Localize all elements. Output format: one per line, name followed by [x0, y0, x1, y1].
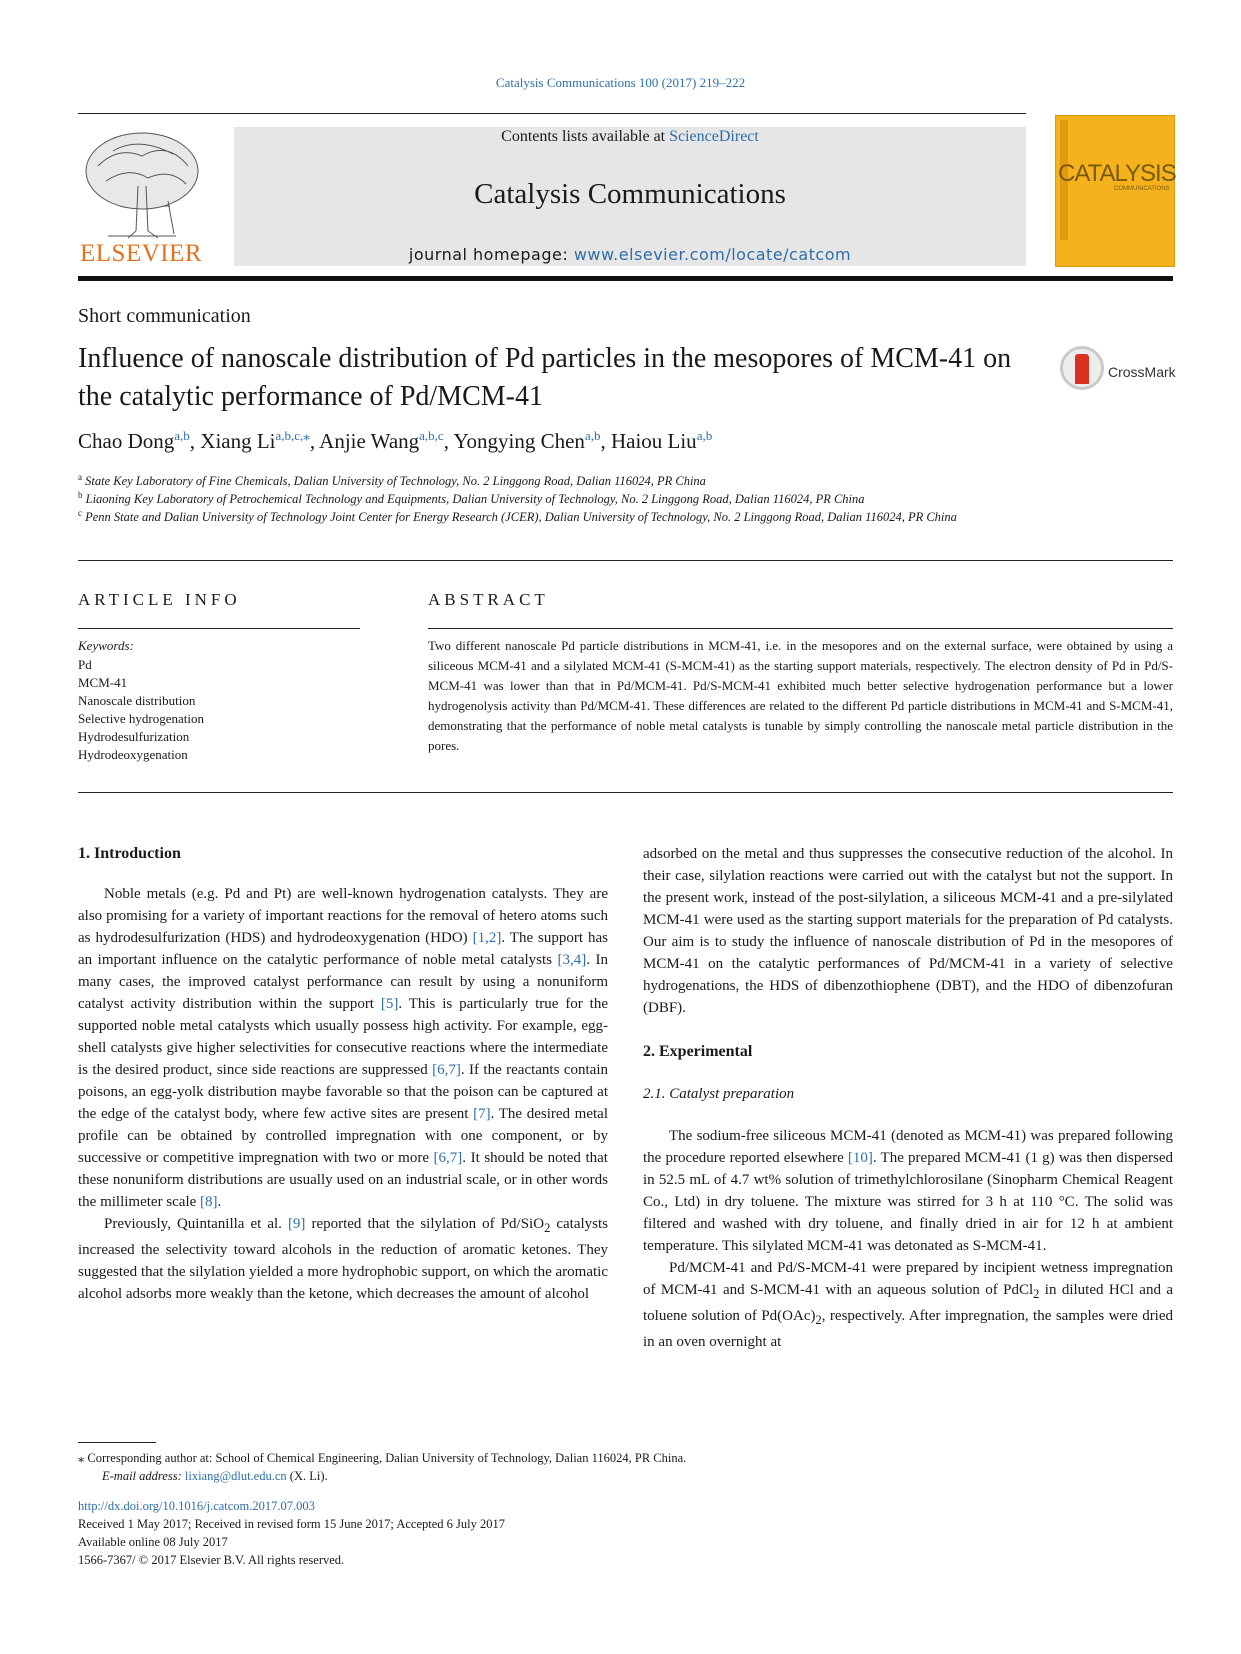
intro-paragraph-1: Noble metals (e.g. Pd and Pt) are well-known hydrogenation catalysts. They are also promising for a variety of important reactions for the removal of hetero atoms such as hydrodesulfurization (HDS) and hydrodeoxygenation (HDO) [1,2]. The support has an important influence on the catalytic performance of noble metal catalysts [3,4]. In many cases, the improved catalyst performance can result by using a nonuniform catalyst activity distribution within the support [5]. This is particularly true for the supported noble metal catalysts which usually possess high activity. For example, egg-shell catalysts give higher selectivities for consecutive reactions where the intermediate is the desired product, since side reactions are suppressed [6,7]. If the reactants contain poisons, an egg-yolk distribution maybe favorable so that the poison can be captured at the edge of the catalyst body, where few active sites are present [7]. The desired metal profile can be obtained by controlled impregnation with one component, or by successive or competitive impregnation with two or more [6,7]. It should be noted that these nonuniform distributions are usually used on an industrial scale, or in other words the millimeter scale [8]. [78, 886, 608, 1210]
email-suffix: (X. Li). [289, 1469, 328, 1483]
keyword-item: Hydrodesulfurization [78, 729, 190, 744]
affiliation-a: $^a$ State Key Laboratory of Fine Chemicals, Dalian University of Technology, No. 2 Linggong Road, Dalian 116024, PR China [78, 472, 706, 489]
available-online: Available online 08 July 2017 [78, 1535, 228, 1549]
homepage-line [234, 245, 1026, 264]
crossmark-label[interactable]: CrossMark [1108, 364, 1176, 380]
affiliation-rule [78, 560, 1173, 561]
author-affil-marks[interactable]: a,b,c,⁎ [275, 428, 310, 443]
journal-reference[interactable]: Catalysis Communications 100 (2017) 219–222 [495, 75, 746, 90]
author-affil-marks[interactable]: a,b [696, 428, 713, 443]
author-name: Haiou Liu [610, 429, 697, 453]
citation-link[interactable]: [10] [847, 1150, 873, 1166]
article-type: Short communication [78, 305, 251, 327]
body-left-column [78, 843, 608, 1305]
sciencedirect-link[interactable]: ScienceDirect [669, 128, 759, 145]
email-link[interactable]: lixiang@dlut.edu.cn [184, 1469, 287, 1483]
body-right-column [643, 843, 1173, 1353]
citation-link[interactable]: [6,7] [432, 1062, 461, 1078]
citation-link[interactable]: [9] [287, 1216, 306, 1232]
keyword-item: Selective hydrogenation [78, 711, 204, 726]
corresponding-author-note: ⁎ Corresponding author at: School of Chemical Engineering, Dalian University of Technology, Dalian 116024, PR China. [78, 1451, 687, 1465]
doi-link[interactable]: http://dx.doi.org/10.1016/j.catcom.2017.07.003 [78, 1499, 315, 1513]
author-list: Chao Dong$^{a,b}$, Xiang $Li^{a,b,c,⁎}$, Anjie Wang$^{a,b,c}$, Yongying Chen$^{a,b}$, Haiou Liu$^{a,b}$ [78, 428, 713, 453]
homepage-link[interactable]: www.elsevier.com/locate/catcom [573, 245, 852, 264]
article-info-heading: ARTICLE INFO [78, 590, 241, 609]
prep-paragraph-2: Pd/MCM-41 and Pd/S-MCM-41 were prepared by incipient wetness impregnation of MCM-41 and S-MCM-41 with an aqueous solution of PdCl$_2$ in diluted HCl and a toluene solution of $Pd(OAc)_2$, respectively. After impregnation, the samples were dried in an oven overnight at [643, 1260, 1174, 1350]
publisher-logo-text: ELSEVIER [80, 240, 203, 267]
journal-name: Catalysis Communications [474, 178, 786, 210]
cover-title: CATALYSIS [1058, 160, 1176, 187]
affiliation-c: $^c$ Penn State and Dalian University of Technology Joint Center for Energy Research (JCER), Dalian University of Technology, No. 2 Linggong Road, Dalian 116024, PR China [78, 508, 957, 525]
abstract-rule [428, 628, 1173, 629]
crossmark-bookmark-icon [1075, 354, 1089, 384]
keyword-item: Nanoscale distribution [78, 693, 196, 708]
header-thick-rule [78, 276, 1173, 281]
author-affil-marks[interactable]: a,b [174, 428, 190, 443]
abstract-end-rule [78, 792, 1173, 793]
subsection-heading-catalyst-preparation: 2.1. Catalyst preparation [643, 1086, 795, 1102]
author-name: Xiang Li [200, 429, 276, 453]
section-heading-experimental: 2. Experimental [643, 1043, 753, 1060]
citation-link[interactable]: [8] [200, 1194, 218, 1210]
keyword-list [78, 656, 204, 764]
author-name: Yongying Chen [453, 429, 585, 453]
affiliation-b: $^b$ Liaoning Key Laboratory of Petrochemical Technology and Equipments, Dalian University of Technology, No. 2 Linggong Road, Dalian 116024, PR China [78, 490, 865, 507]
intro-paragraph-3: adsorbed on the metal and thus suppresses the consecutive reduction of the alcohol. In their case, silylation reactions were carried out with the catalyst but not the support. In the present work, instead of the post-silylation, a siliceous MCM-41 and a pre-silylated MCM-41 were used as the starting support materials for the preparation of Pd catalysts. Our aim is to study the influence of nanoscale distribution of Pd in the mesopores of MCM-41 on the catalytic performances of Pd/MCM-41 in a variety of selective hydrogenations, the HDS of dibenzothiophene (DBT), and the HDO of dibenzofuran (DBF). [643, 846, 1173, 1016]
received-dates: Received 1 May 2017; Received in revised form 15 June 2017; Accepted 6 July 2017 [78, 1517, 505, 1531]
copyright-line: 1566-7367/ © 2017 Elsevier B.V. All rights reserved. [78, 1553, 345, 1567]
citation-link[interactable]: [7] [473, 1106, 491, 1122]
citation-link[interactable]: [1,2] [472, 930, 502, 946]
keywords-label: Keywords: [78, 638, 134, 653]
author-name: Anjie Wang [319, 429, 420, 453]
author-affil-marks[interactable]: a,b [584, 428, 601, 443]
contents-line [234, 128, 1026, 146]
author-affil-marks[interactable]: a,b,c [419, 428, 444, 443]
email-label: E-mail address: [102, 1469, 182, 1483]
keyword-item: Pd [78, 657, 92, 672]
cover-subtitle: COMMUNICATIONS [1114, 186, 1170, 192]
intro-paragraph-2: Previously, Quintanilla et al. [9] reported that the silylation of Pd/SiO$_2$ catalysts increased the selectivity toward alcohols in the reduction of aromatic ketones. They suggested that the silylation yielded a more hydrophobic support, on which the aromatic alcohol adsorbs more weakly than the ketone, which decreases the amount of alcohol [78, 1216, 608, 1302]
keyword-item: Hydrodeoxygenation [78, 747, 188, 762]
homepage-prefix: journal homepage: [408, 245, 569, 264]
header-rule [78, 113, 1026, 114]
abstract-text: Two different nanoscale Pd particle distributions in MCM-41, i.e. in the mesopores and on the external surface, were obtained by using a siliceous MCM-41 and a silylated MCM-41 (S-MCM-41) as the starting support materials, respectively. The electron density of Pd in Pd/S-MCM-41 was lower than that in Pd/MCM-41. Pd/S-MCM-41 exhibited much better selective hydrogenation performance but a lower hydrogenolysis activity than Pd/MCM-41. These differences are related to the different Pd particle distributions in MCM-41 and S-MCM-41, demonstrating that the performance of noble metal catalysts is tunable by simply controlling the nanoscale metal particle distribution in the pores. [428, 638, 1173, 753]
article-title: Influence of nanoscale distribution of Pd particles in the mesopores of MCM-41 on the catalytic performance of Pd/MCM-41 [78, 343, 1012, 412]
email-line [102, 1468, 328, 1485]
abstract-heading: ABSTRACT [428, 590, 549, 609]
citation-link[interactable]: [6,7] [433, 1150, 463, 1166]
contents-prefix: Contents lists available at [501, 128, 666, 145]
section-heading-introduction: 1. Introduction [78, 845, 181, 862]
footnote-rule [78, 1442, 156, 1443]
citation-link[interactable]: [3,4] [557, 952, 587, 968]
prep-paragraph-1: The sodium-free siliceous MCM-41 (denoted as MCM-41) was prepared following the procedure reported elsewhere [10]. The prepared MCM-41 (1 g) was then dispersed in 52.5 mL of 4.7 wt% solution of trimethylchlorosilane (Sinopharm Chemical Reagent Co., Ltd) in dry toluene. The mixture was stirred for 3 h at 110 °C. The solid was filtered and washed with dry toluene, and finally dried in air for 12 h at ambient temperature. This silylated MCM-41 was detonated as S-MCM-41. [643, 1128, 1173, 1254]
citation-link[interactable]: [5] [380, 996, 399, 1012]
article-info-rule [78, 628, 360, 629]
keyword-item: MCM-41 [78, 675, 128, 690]
author-name: Chao Dong [78, 429, 175, 453]
